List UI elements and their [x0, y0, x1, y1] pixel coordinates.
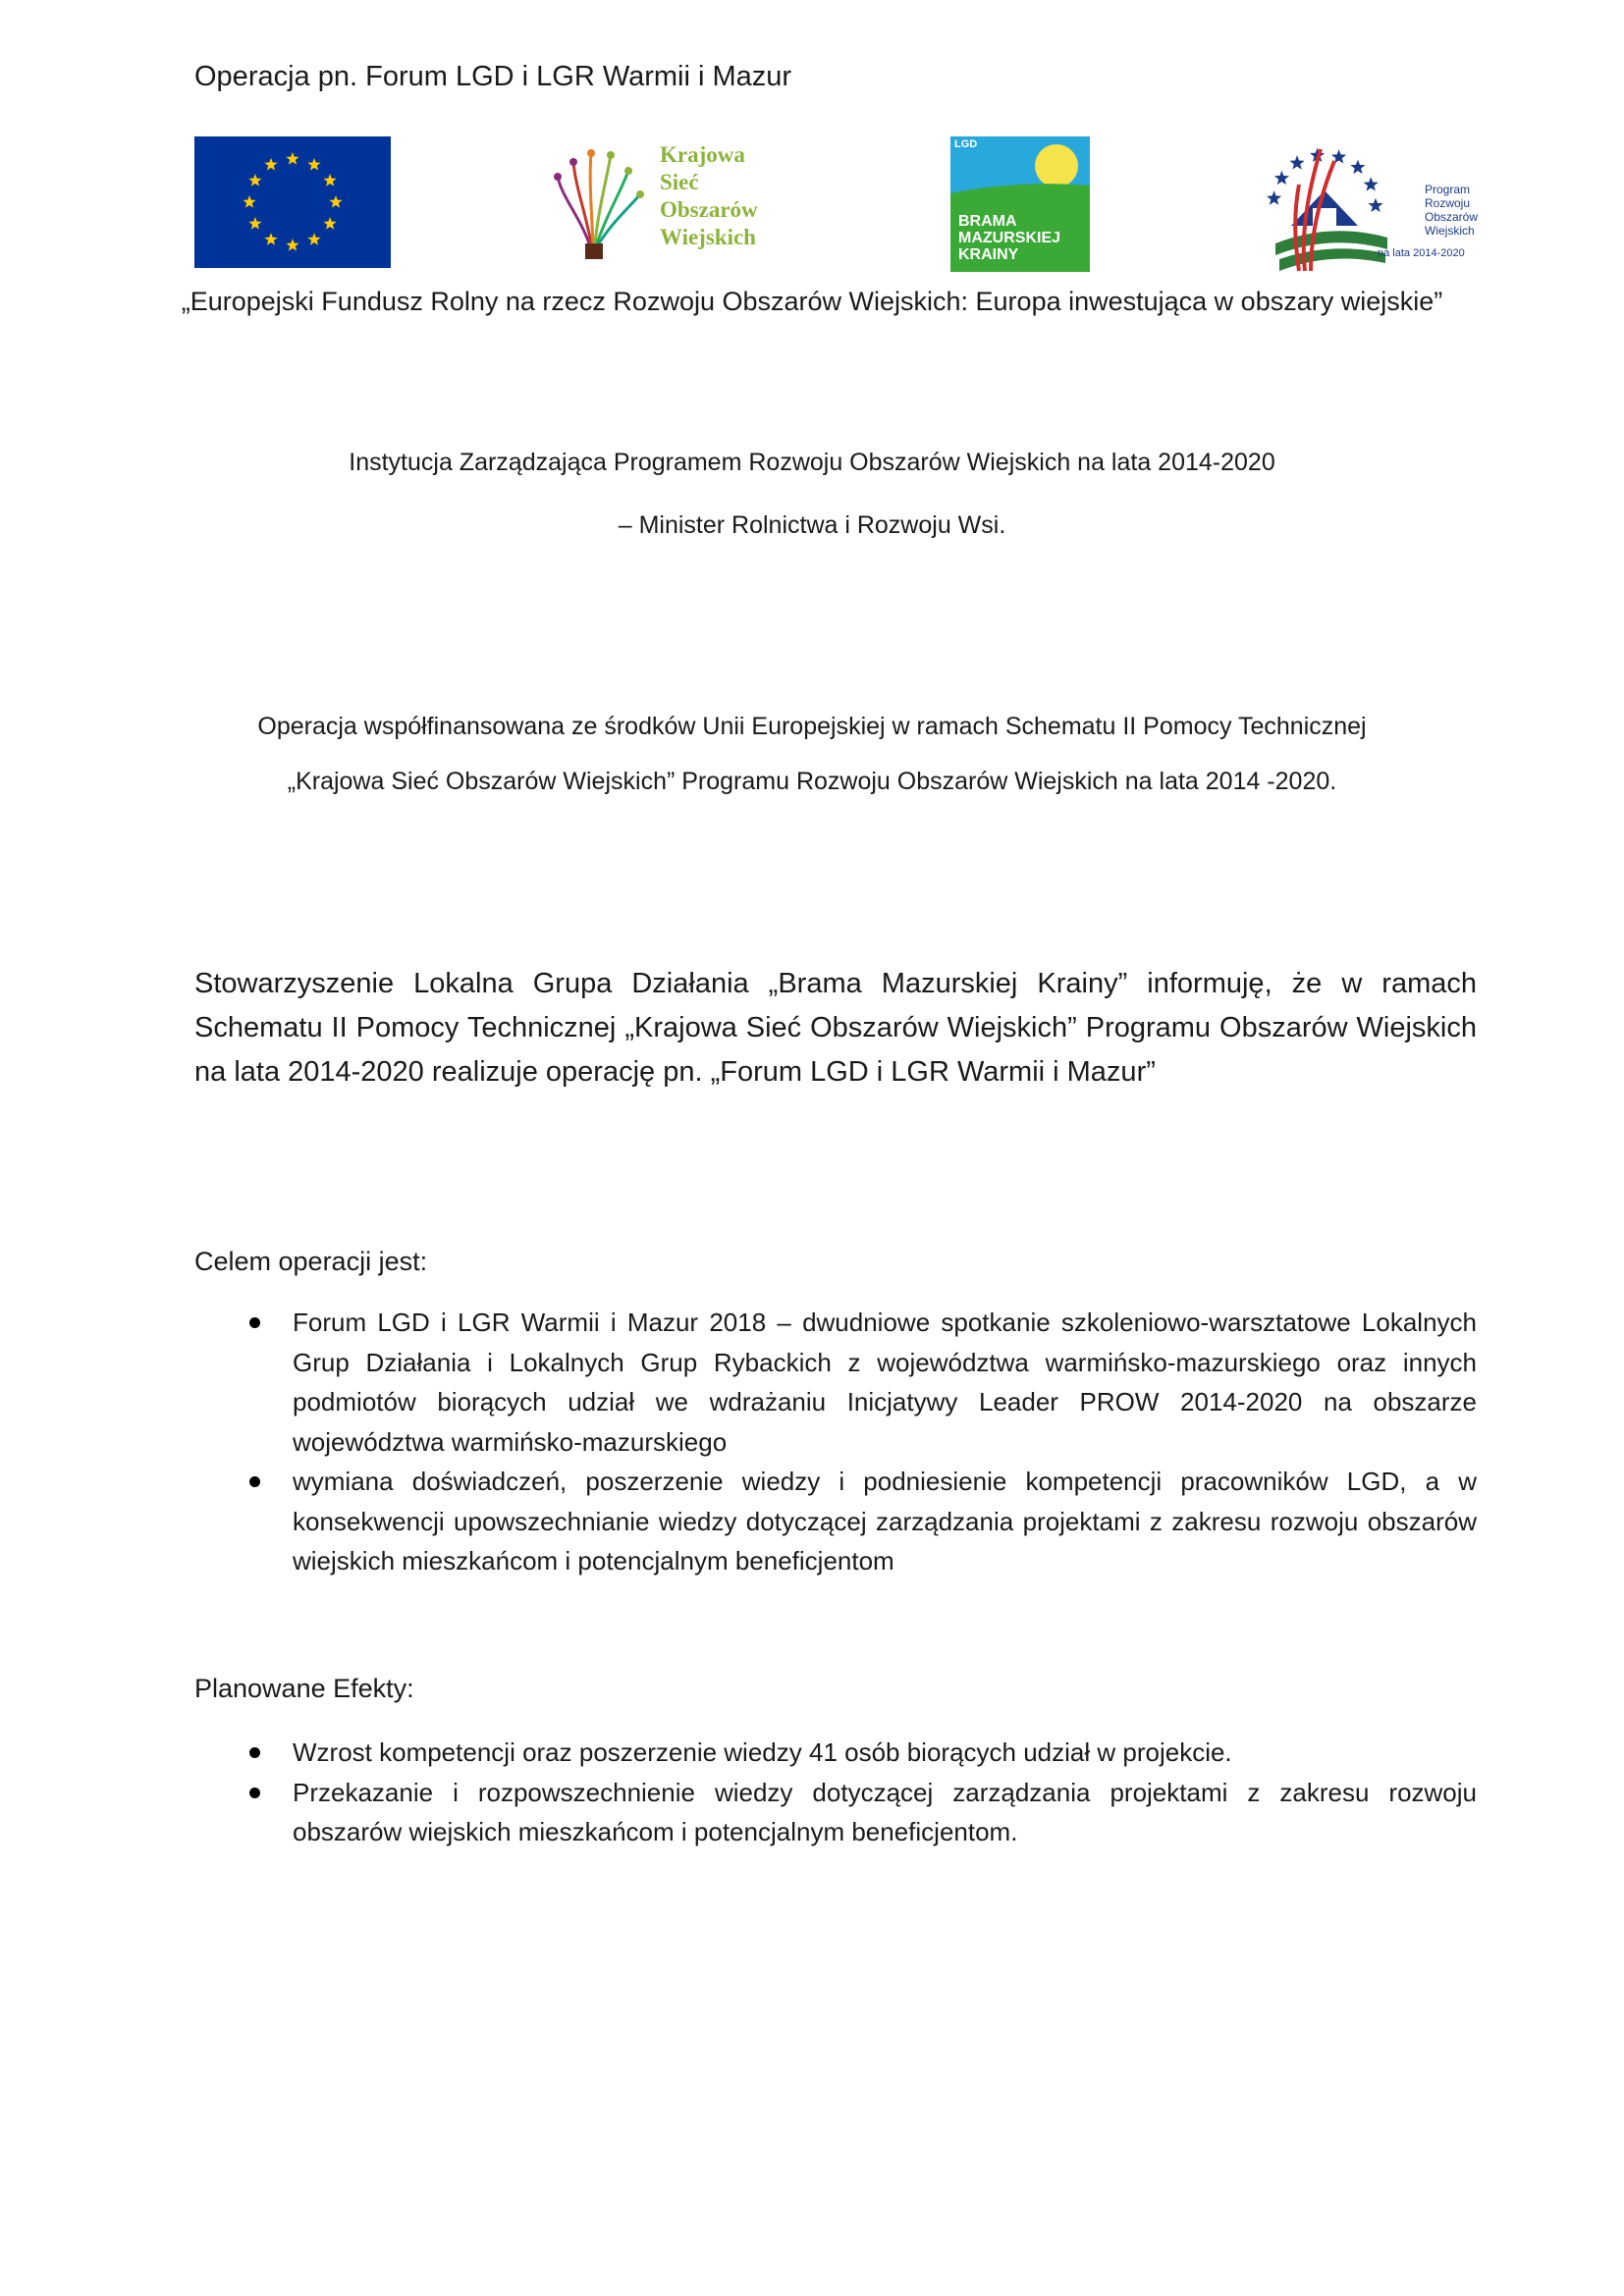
- motto: „Europejski Fundusz Rolny na rzecz Rozwoju Obszarów Wiejskich: Europa inwestująca w obszary wiejskie”: [181, 287, 1443, 316]
- ksow-logo-icon: [550, 137, 776, 265]
- operation-title: Operacja pn. Forum LGD i LGR Warmii i Mazur: [194, 61, 792, 92]
- eu-flag-icon: [194, 136, 391, 268]
- effect-item: Przekazanie i rozpowszechnienie wiedzy dotyczącej zarządzania projektami z zakresu rozwoju obszarów wiejskich mieszkańcom i potencjalnym beneficjentom.: [194, 1773, 1477, 1852]
- lgd-badge: LGD: [954, 138, 978, 150]
- institution-line-2: – Minister Rolnictwa i Rozwoju Wsi.: [618, 511, 1006, 539]
- prow-period: na lata 2014-2020: [1378, 247, 1465, 259]
- cofinancing-line-2: „Krajowa Sieć Obszarów Wiejskich” Programu Rozwoju Obszarów Wiejskich na lata 2014 -2020.: [287, 768, 1337, 795]
- institution-line-1: Instytucja Zarządzająca Programem Rozwoju Obszarów Wiejskich na lata 2014-2020: [349, 449, 1275, 476]
- brama-mazurskiej-krainy-logo-icon: [950, 136, 1090, 272]
- goals-heading: Celem operacji jest:: [194, 1247, 428, 1276]
- effects-list: [194, 1733, 1477, 1852]
- announcement-paragraph: Stowarzyszenie Lokalna Grupa Działania „Brama Mazurskiej Krainy” informuję, że w ramach Schematu II Pomocy Technicznej „Krajowa Sieć Obszarów Wiejskich” Programu Obszarów Wiejskich na lata 2014-2020 realizuje operację pn. „Forum LGD i LGR Warmii i Mazur”: [194, 968, 1477, 1088]
- bullet-icon: [249, 1317, 260, 1328]
- effects-heading: Planowane Efekty:: [194, 1674, 414, 1703]
- effect-item: Wzrost kompetencji oraz poszerzenie wiedzy 41 osób biorących udział w projekcie.: [194, 1733, 1477, 1773]
- prow-logo-text: Program Rozwoju Obszarów Wiejskich: [1425, 183, 1479, 238]
- goal-item: wymiana doświadczeń, poszerzenie wiedzy i podniesienie kompetencji pracowników LGD, a w konsekwencji upowszechnianie wiedzy dotyczącej zarządzania projektami z zakresu rozwoju obszarów wiejskich mieszkańcom i potencjalnym beneficjentom: [194, 1462, 1477, 1581]
- bullet-icon: [249, 1788, 260, 1798]
- prow-logo-icon: [1262, 128, 1488, 275]
- bullet-icon: [249, 1476, 260, 1487]
- ksow-logo-text: Krajowa Sieć Obszarów Wiejskich: [660, 142, 758, 249]
- lgd-logo-text: BRAMA MAZURSKIEJ KRAINY: [958, 213, 1061, 263]
- cofinancing-line-1: Operacja współfinansowana ze środków Unii Europejskiej w ramach Schematu II Pomocy Technicznej: [257, 713, 1367, 740]
- goals-list: [194, 1303, 1477, 1581]
- bullet-icon: [249, 1747, 260, 1758]
- goal-item: Forum LGD i LGR Warmii i Mazur 2018 – dwudniowe spotkanie szkoleniowo-warsztatowe Lokalnych Grup Działania i Lokalnych Grup Rybackich z województwa warmińsko-mazurskiego oraz innych podmiotów biorących udział we wdrażaniu Inicjatywy Leader PROW 2014-2020 na obszarze województwa warmińsko-mazurskiego: [194, 1303, 1477, 1462]
